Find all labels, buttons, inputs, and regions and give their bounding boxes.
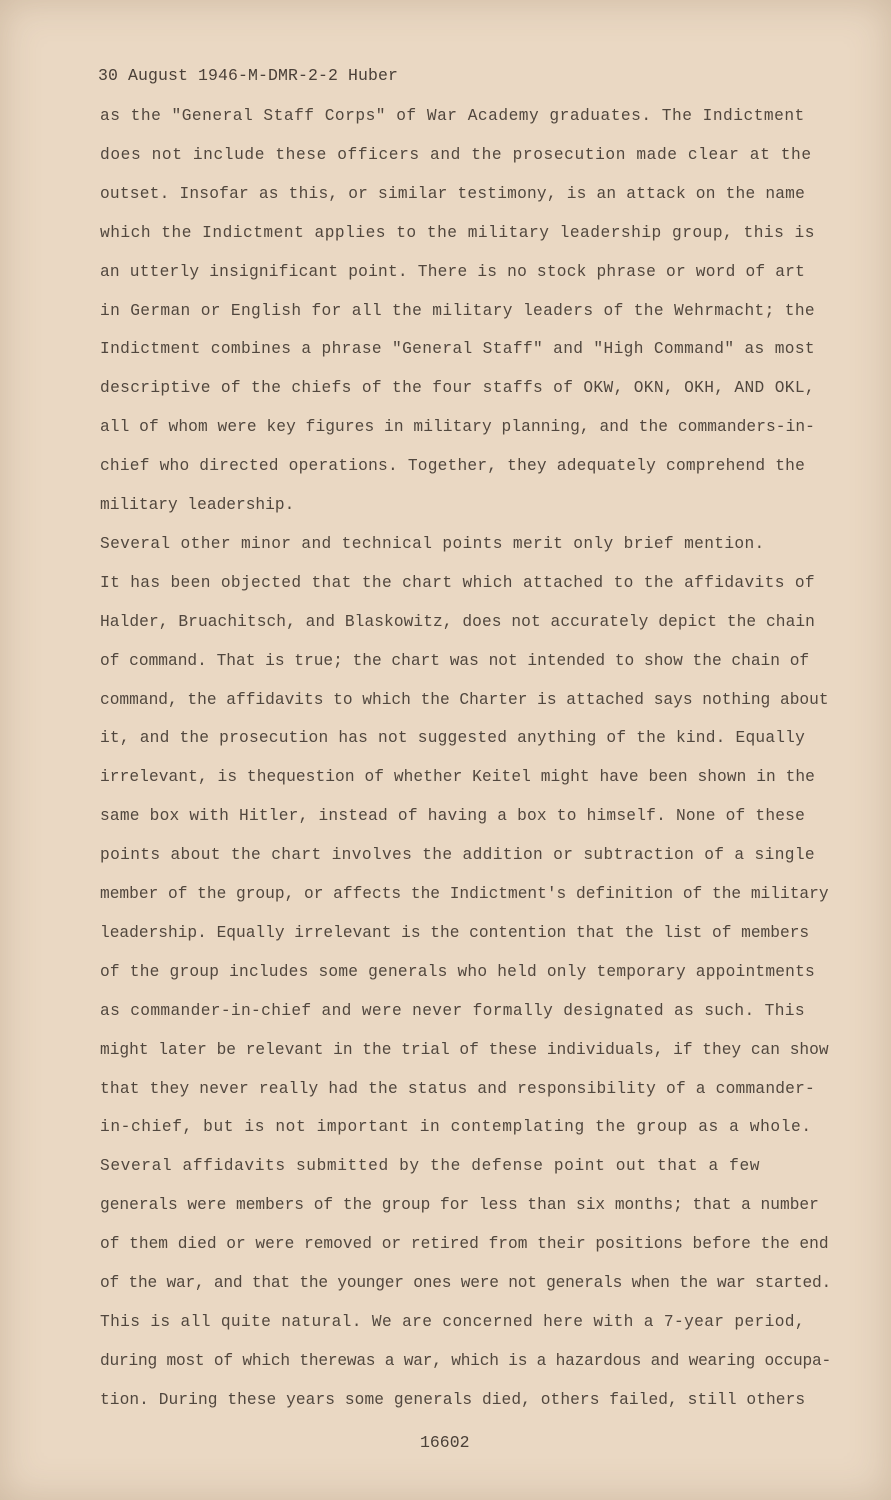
text-line: during most of which therewas a war, which is a hazardous and wearing occupa- xyxy=(100,1351,831,1370)
text-line: which the Indictment applies to the military leadership group, this is xyxy=(100,223,815,242)
text-line: leadership. Equally irrelevant is the contention that the list of members xyxy=(100,923,810,942)
text-line: Halder, Bruachitsch, and Blaskowitz, does not accurately depict the chain xyxy=(100,612,815,631)
text-line: outset. Insofar as this, or similar testimony, is an attack on the name xyxy=(100,184,806,203)
text-line: chief who directed operations. Together, they adequately comprehend the xyxy=(100,457,806,476)
text-line: irrelevant, is thequestion of whether Keitel might have been shown in the xyxy=(100,768,815,787)
text-line: of the group includes some generals who held only temporary appointments xyxy=(100,962,815,981)
text-line: This is all quite natural. We are concerned here with a 7-year period, xyxy=(100,1312,805,1331)
text-line: tion. During these years some generals died, others failed, still others xyxy=(100,1390,806,1409)
text-line: does not include these officers and the prosecution made clear at the xyxy=(100,145,812,164)
text-line: Indictment combines a phrase "General Staff" and "High Command" as most xyxy=(100,340,815,359)
text-line: all of whom were key figures in military planning, and the commanders-in- xyxy=(100,418,815,437)
text-line: points about the chart involves the addition or subtraction of a single xyxy=(100,846,815,865)
text-line: as commander-in-chief and were never formally designated as such. This xyxy=(100,1001,805,1020)
text-line: Several affidavits submitted by the defense point out that a few xyxy=(100,1157,761,1176)
text-line: of command. That is true; the chart was not intended to show the chain of xyxy=(100,651,810,670)
page-header: 30 August 1946-M-DMR-2-2 Huber xyxy=(98,66,399,85)
text-line: it, and the prosecution has not suggested anything of the kind. Equally xyxy=(100,729,806,748)
text-line: in German or English for all the military leaders of the Wehrmacht; the xyxy=(100,301,815,320)
text-line: same box with Hitler, instead of having a box to himself. None of these xyxy=(100,807,806,826)
text-line: might later be relevant in the trial of these individuals, if they can show xyxy=(100,1040,829,1059)
text-line: that they never really had the status and responsibility of a commander- xyxy=(100,1079,815,1098)
text-line: descriptive of the chiefs of the four staffs of OKW, OKN, OKH, AND OKL, xyxy=(100,379,815,398)
text-line: command, the affidavits to which the Charter is attached says nothing about xyxy=(100,690,829,709)
text-line: an utterly insignificant point. There is no stock phrase or word of art xyxy=(100,262,806,281)
text-line: military leadership. xyxy=(100,496,295,514)
text-line: generals were members of the group for less than six months; that a number xyxy=(100,1196,819,1215)
text-line: of the war, and that the younger ones were not generals when the war started. xyxy=(100,1274,831,1292)
text-line: It has been objected that the chart which attached to the affidavits of xyxy=(100,573,815,592)
text-line: as the "General Staff Corps" of War Academy graduates. The Indictment xyxy=(100,107,805,125)
text-line: of them died or were removed or retired from their positions before the end xyxy=(100,1235,829,1254)
text-line: in-chief, but is not important in contemplating the group as a whole. xyxy=(100,1118,812,1137)
text-line: Several other minor and technical points merit only brief mention. xyxy=(100,534,765,553)
page-number: 16602 xyxy=(420,1433,470,1452)
text-line: member of the group, or affects the Indictment's definition of the military xyxy=(100,885,829,903)
